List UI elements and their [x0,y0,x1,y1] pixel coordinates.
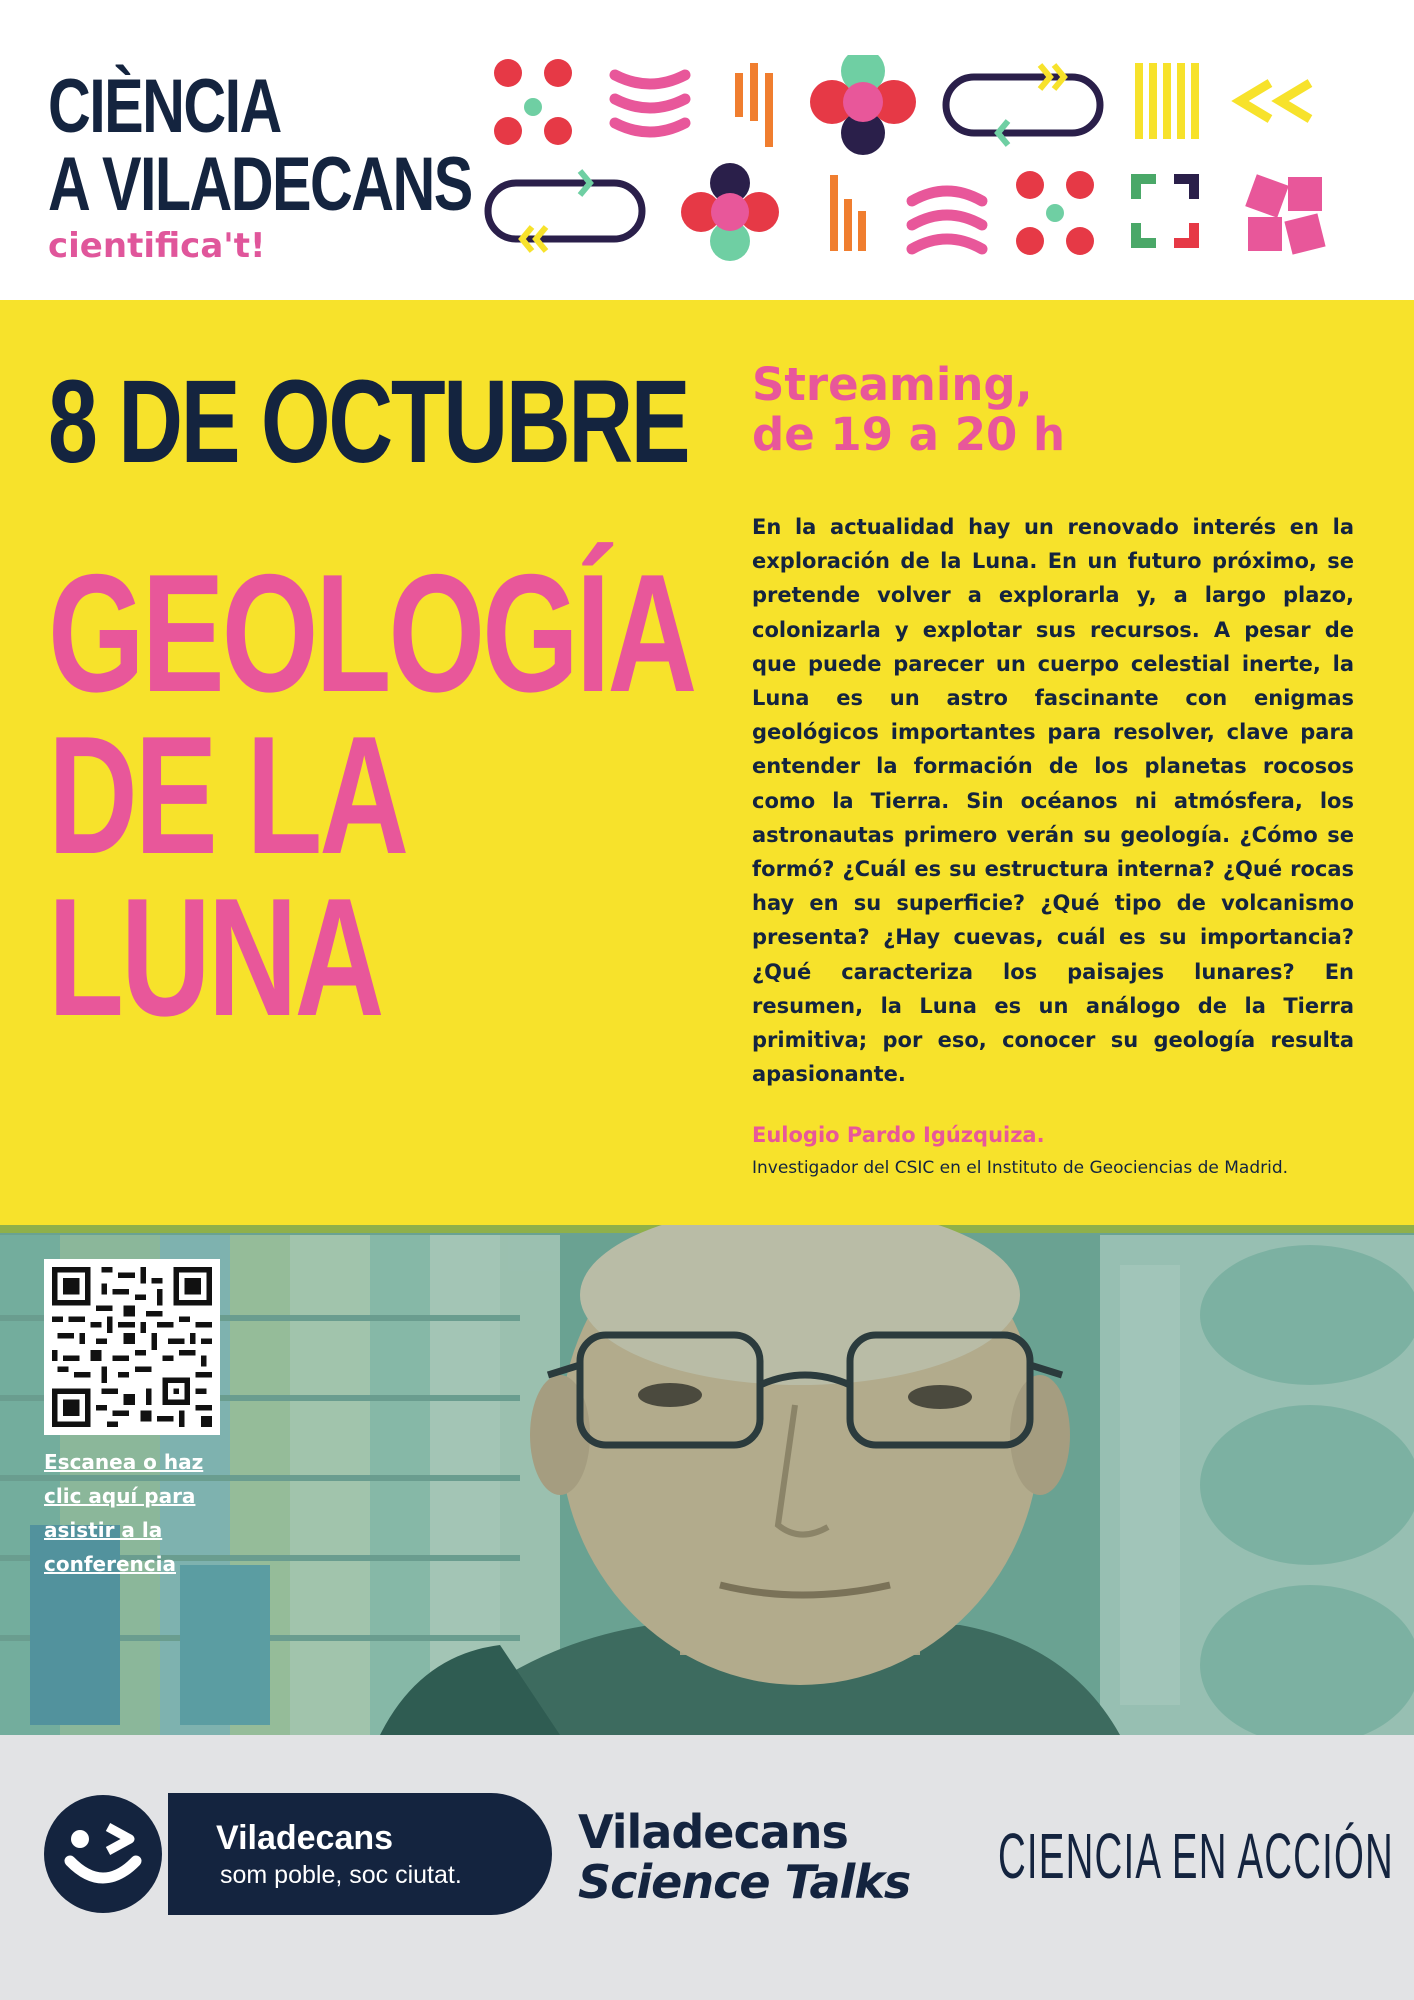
event-title-line-2: DE LA [48,701,407,889]
ciencia-en-accion-logo: CIENCIA EN ACCIÓN [998,1820,1394,1892]
event-info-section [0,300,1414,1225]
dots-cluster-icon [1016,171,1094,255]
science-talks-line-1: Viladecans [578,1805,848,1859]
attend-conference-link[interactable]: Escanea o haz clic aquí para asistir a la conferencia [44,1450,204,1576]
speaker-name: Eulogio Pardo Igúzquiza. [752,1123,1045,1147]
science-talks-logo [578,1807,910,1907]
decorative-pattern [480,55,1350,265]
bars-icon [735,63,773,147]
streaming-line-1: Streaming, [752,358,1033,411]
squares-icon [1245,174,1325,254]
flower-icon [681,163,779,261]
stripes-icon [1135,63,1199,139]
smile-wink-icon [44,1795,162,1913]
speaker-photo [0,1225,1414,1735]
event-title-line-1: GEOLOGÍA [48,539,695,727]
logo-name: Viladecans [216,1819,394,1857]
loop-arrows-icon [488,171,642,251]
speaker-role: Investigador del CSIC en el Instituto de Geociencias de Madrid. [752,1158,1289,1178]
event-date: 8 DE OCTUBRE [48,356,689,488]
footer [0,1735,1414,2000]
qr-code[interactable] [44,1259,220,1435]
corner-brackets-icon [1136,179,1194,243]
dots-cluster-icon [494,59,572,145]
waves-icon [615,75,685,132]
event-description: En la actualidad hay un renovado interés en la exploración de la Luna. En un futuro próximo, se pretende volver a explorarla y, a largo plazo, colonizarla y explotar sus recursos. A pesar de que puede parecer un cuerpo celestial inerte, la Luna es un astro fascinante con enigmas geológicos importantes para resolver, clave para entender la formación de los planetas rocosos como la Tierra. Sin océanos ni atmósfera, los astronautas primero verán su geología. ¿Cómo se formó? ¿Cuál es su estructura interna? ¿Qué rocas hay en su superficie? ¿Qué tipo de volcanismo presenta? ¿Hay cuevas, cuál es su importancia? ¿Qué caracteriza los paisajes lunares? En resumen, la Luna es un análogo de la Tierra primitiva; por eso, conocer su geología resulta apasionante. [752,515,1354,1087]
brand-line-1: CIÈNCIA [48,64,281,149]
bars-icon [830,175,866,251]
flower-icon [810,55,916,155]
viladecans-logo [168,1793,552,1915]
brand-tagline: cientifica't! [48,226,266,266]
waves-icon [912,191,982,249]
science-talks-line-2: Science Talks [578,1855,911,1909]
streaming-line-2: de 19 a 20 h [752,408,1066,461]
chevrons-icon [1240,83,1310,119]
brand-line-2: A VILADECANS [48,142,472,227]
event-title-line-3: LUNA [48,863,382,1051]
streaming-time [752,360,1065,460]
logo-tagline: som poble, soc ciutat. [220,1861,462,1889]
loop-arrows-icon [946,65,1100,145]
viladecans-logo-mark [44,1795,162,1913]
header [0,0,1414,300]
event-title [48,539,695,1051]
qr-code-icon [52,1267,212,1427]
